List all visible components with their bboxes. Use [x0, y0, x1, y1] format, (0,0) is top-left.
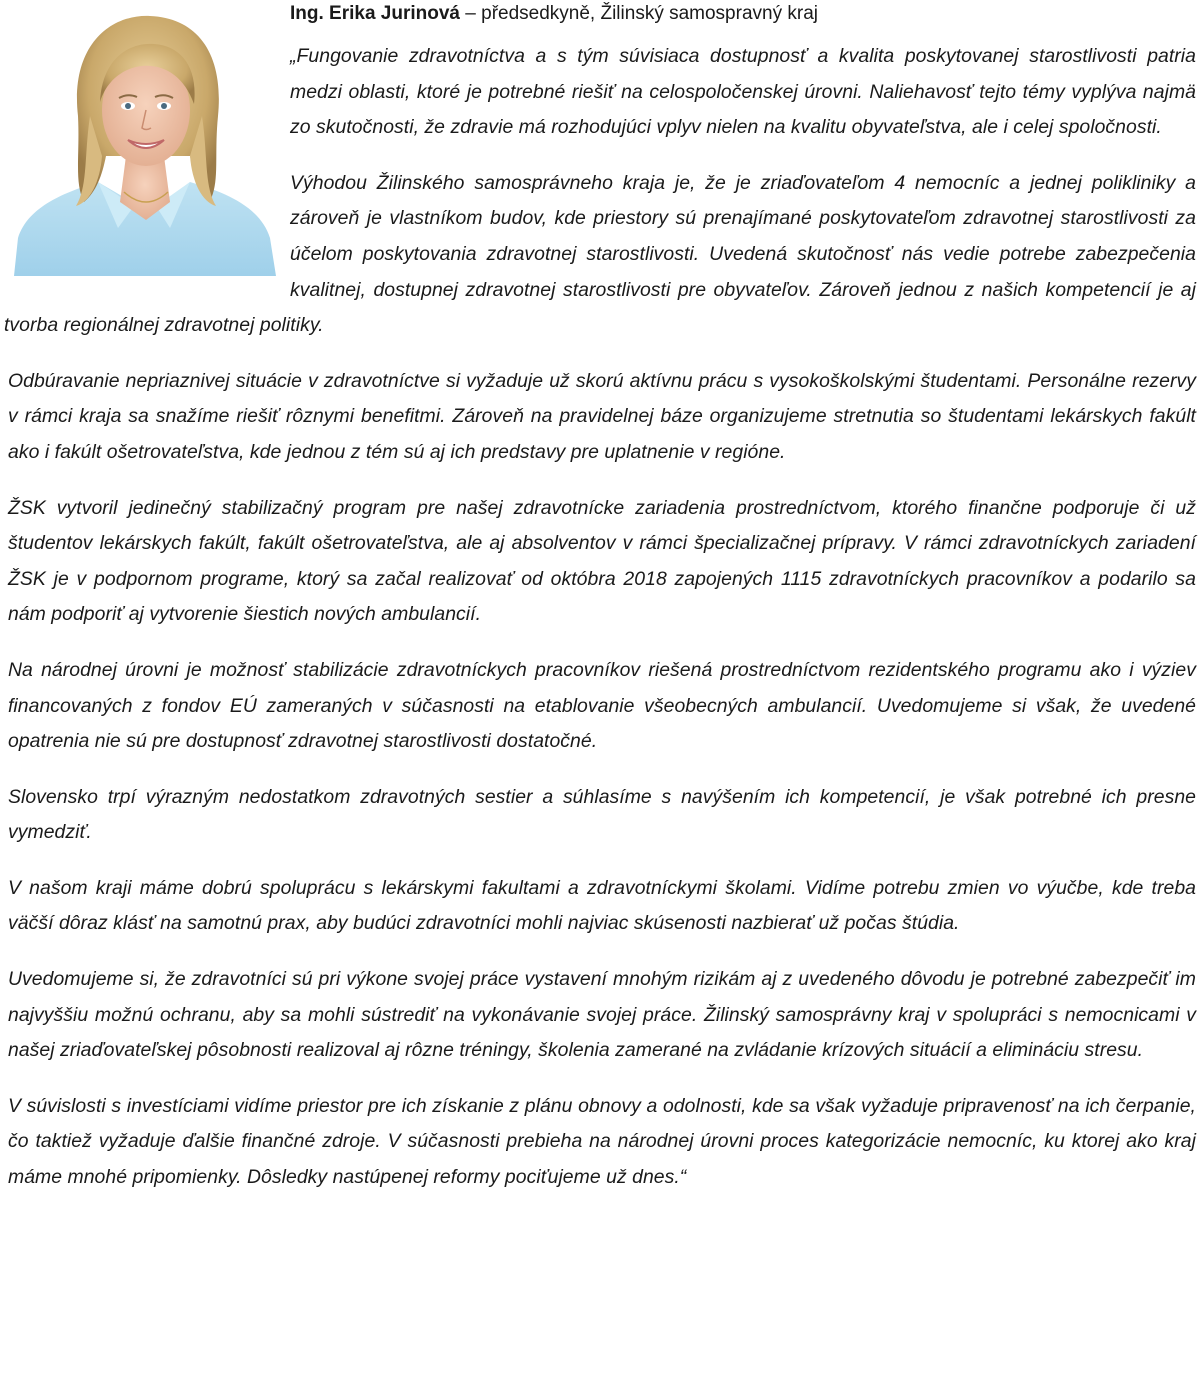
paragraph-5: Na národnej úrovni je možnosť stabilizácie zdravotníckych pracovníkov riešená prostredníctvom rezidentského programu ako i výziev financovaných z fondov EÚ zameraných v súčasnosti na etablovanie všeobecných ambulancií. Uvedomujeme si však, že uvedené opatrenia nie sú pre dostupnosť zdravotnej starostlivosti dostatočné. [8, 658, 1196, 753]
paragraph-1: „Fungovanie zdravotníctva a s tým súvisiaca dostupnosť a kvalita poskytovanej starostlivosti patria medzi oblasti, ktoré je potrebné riešiť na celospoločenskej úrovni. Naliehavosť tejto témy vyplýva najmä zo skutočnosti, že zdravie má rozhodujúci vplyv nielen na kvalitu obyvateľstva, ale i celej spoločnosti. [290, 45, 1196, 139]
paragraph-8: Uvedomujeme si, že zdravotníci sú pri výkone svojej práce vystavení mnohým rizikám aj z uvedeného dôvodu je potrebné zabezpečiť im najvyššiu možnú ochranu, aby sa mohli sústrediť na vykonávanie svojej práce. Žilinský samosprávny kraj v spolupráci s nemocnicami v našej zriaďovateľskej pôsobnosti realizoval aj rôzne tréningy, školenia zamerané na zvládanie krízových situácií a elimináciu stresu. [8, 968, 1196, 1062]
paragraph-4: ŽSK vytvoril jedinečný stabilizačný program pre našej zdravotnícke zariadenia prostredníctvom, ktorého finančne podporuje či už študentov lekárskych fakúlt, fakúlt ošetrovateľstva, ale aj absolventov v rámci špecializačnej prípravy. V rámci zdravotníckych zariadení ŽSK je v podpornom programe, ktorý sa začal realizovať od októbra 2018 zapojených 1115 zdravotníckych pracovníkov a podarilo sa nám podporiť aj vytvorenie šiestich nových ambulancií. [8, 496, 1196, 626]
paragraph-9: V súvislosti s investíciami vidíme priestor pre ich získanie z plánu obnovy a odolnosti, kde sa však vyžaduje pripravenosť na ich čerpanie, čo taktiež vyžaduje ďalšie finančné zdroje. V súčasnosti prebieha na národnej úrovni proces kategorizácie nemocníc, ku ktorej ako kraj máme mnohé pripomienky. Dôsledky nastúpenej reformy pociťujeme už dnes.“ [8, 1094, 1196, 1189]
author-role: – předsedkyně, Žilinský samospravný kraj [460, 3, 818, 24]
paragraph-6: Slovensko trpí výrazným nedostatkom zdravotných sestier a súhlasíme s navýšením ich kompetencií, je však potrebné ich presne vymedziť. [8, 785, 1196, 844]
portrait-photo-icon [14, 6, 276, 276]
portrait-photo [14, 6, 276, 276]
author-name: Ing. Erika Jurinová [290, 3, 460, 24]
paragraph-2: Výhodou Žilinského samosprávneho kraja je, že je zriaďovateľom 4 nemocníc a jednej polikliniky a zároveň je vlastníkom budov, kde priestory sú prenajímané poskytovateľom zdravotnej starostlivosti za účelom poskytovania zdravotnej starostlivosti. Uvedená skutočnosť nás vedie potrebe zabezpečenia kvalitnej, dostupnej zdravotnej starostlivosti pre obyvateľov. Zároveň jednou z našich kompetencií je aj tvorba regionálnej zdravotnej politiky. [4, 171, 1196, 337]
paragraph-3: Odbúravanie nepriaznivej situácie v zdravotníctve si vyžaduje už skorú aktívnu prácu s vysokoškolskými študentami. Personálne rezervy v rámci kraja sa snažíme riešiť rôznymi benefitmi. Zároveň na pravidelnej báze organizujeme stretnutia so študentami lekárskych fakúlt ako i fakúlt ošetrovateľstva, kde jednou z tém sú aj ich predstavy pre uplatnenie v regióne. [8, 369, 1196, 463]
paragraph-7: V našom kraji máme dobrú spoluprácu s lekárskymi fakultami a zdravotníckymi školami. Vidíme potrebu zmien vo výučbe, kde treba väčší dôraz klásť na samotnú prax, aby budúci zdravotníci mohli najviac skúsenosti nazbierať už počas štúdia. [8, 876, 1196, 935]
